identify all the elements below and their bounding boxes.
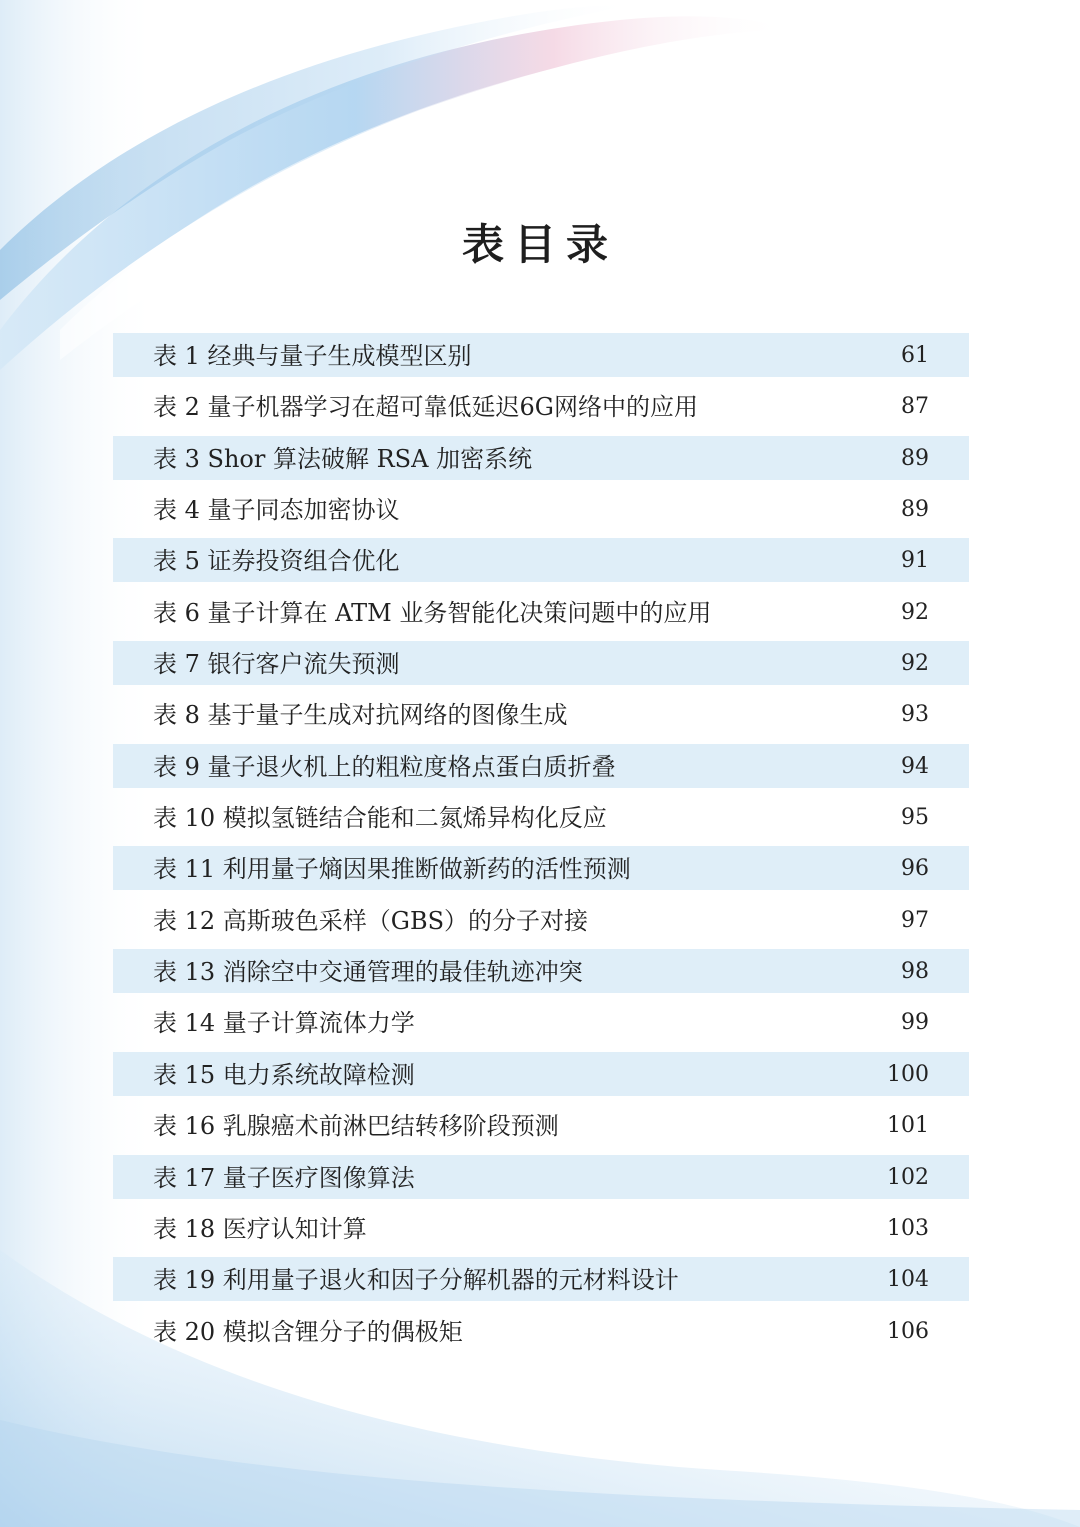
toc-entry-page-number: 93 [901,702,929,728]
toc-entry-page-number: 61 [901,343,929,368]
toc-entry-page-number: 94 [901,753,929,779]
toc-entry[interactable] [113,538,969,582]
toc-entry-label: 表 17 量子医疗图像算法 [153,1163,415,1192]
toc-entry-label: 表 19 利用量子退火和因子分解机器的元材料设计 [153,1266,679,1295]
toc-entry[interactable] [113,384,969,428]
toc-entry-page-number: 92 [901,651,929,677]
toc-entry[interactable] [113,487,969,531]
toc-entry-label: 表 13 消除空中交通管理的最佳轨迹冲突 [153,958,583,987]
toc-entry[interactable] [113,898,969,942]
toc-entry-label: 表 7 银行客户流失预测 [153,650,400,679]
toc-entry-page-number: 95 [901,805,929,831]
toc-entry[interactable] [113,795,969,839]
toc-entry-label: 表 3 Shor 算法破解 RSA 加密系统 [153,444,533,473]
toc-entry[interactable] [113,436,969,480]
toc-entry[interactable] [113,1103,969,1147]
table-of-tables-list [113,333,969,1360]
toc-entry-label: 表 5 证券投资组合优化 [153,547,400,576]
toc-entry-label: 表 14 量子计算流体力学 [153,1009,415,1038]
toc-entry-page-number: 99 [901,1010,929,1036]
toc-entry-page-number: 87 [901,394,929,420]
toc-entry[interactable] [113,1309,969,1353]
toc-entry-page-number: 101 [887,1113,929,1139]
toc-entry-label: 表 4 量子同态加密协议 [153,496,400,525]
toc-entry[interactable] [113,1206,969,1250]
toc-entry[interactable] [113,1052,969,1096]
toc-entry-page-number: 89 [901,445,929,471]
toc-entry-label: 表 11 利用量子熵因果推断做新药的活性预测 [153,855,631,884]
toc-entry[interactable] [113,590,969,634]
toc-entry-label: 表 12 高斯玻色采样（GBS）的分子对接 [153,906,589,935]
toc-entry-page-number: 91 [901,548,929,574]
toc-entry-label: 表 6 量子计算在 ATM 业务智能化决策问题中的应用 [153,598,712,627]
toc-entry-label: 表 8 基于量子生成对抗网络的图像生成 [153,701,568,730]
toc-entry-page-number: 97 [901,907,929,933]
toc-entry-page-number: 89 [901,497,929,523]
toc-entry-page-number: 106 [887,1318,929,1344]
toc-entry-label: 表 16 乳腺癌术前淋巴结转移阶段预测 [153,1112,559,1141]
toc-entry-label: 表 10 模拟氢链结合能和二氮烯异构化反应 [153,804,607,833]
toc-entry-label: 表 9 量子退火机上的粗粒度格点蛋白质折叠 [153,752,616,781]
toc-entry-page-number: 102 [887,1164,929,1190]
toc-entry[interactable] [113,1000,969,1044]
toc-entry[interactable] [113,744,969,788]
toc-entry[interactable] [113,1155,969,1199]
toc-entry-page-number: 104 [887,1267,929,1293]
toc-entry-label: 表 2 量子机器学习在超可靠低延迟6G网络中的应用 [153,393,698,422]
toc-entry[interactable] [113,1257,969,1301]
toc-entry-page-number: 103 [887,1215,929,1241]
toc-entry-label: 表 15 电力系统故障检测 [153,1060,415,1089]
toc-entry-label: 表 1 经典与量子生成模型区别 [153,342,472,370]
toc-entry-page-number: 92 [901,599,929,625]
toc-entry[interactable] [113,333,969,377]
toc-entry-label: 表 20 模拟含锂分子的偶极矩 [153,1317,463,1346]
toc-entry[interactable] [113,949,969,993]
toc-entry-label: 表 18 医疗认知计算 [153,1214,367,1243]
toc-entry-page-number: 100 [887,1061,929,1087]
page-title: 表目录 [461,220,618,269]
toc-entry[interactable] [113,846,969,890]
toc-entry-page-number: 96 [901,856,929,882]
toc-entry[interactable] [113,641,969,685]
toc-entry-page-number: 98 [901,959,929,985]
toc-entry[interactable] [113,692,969,736]
